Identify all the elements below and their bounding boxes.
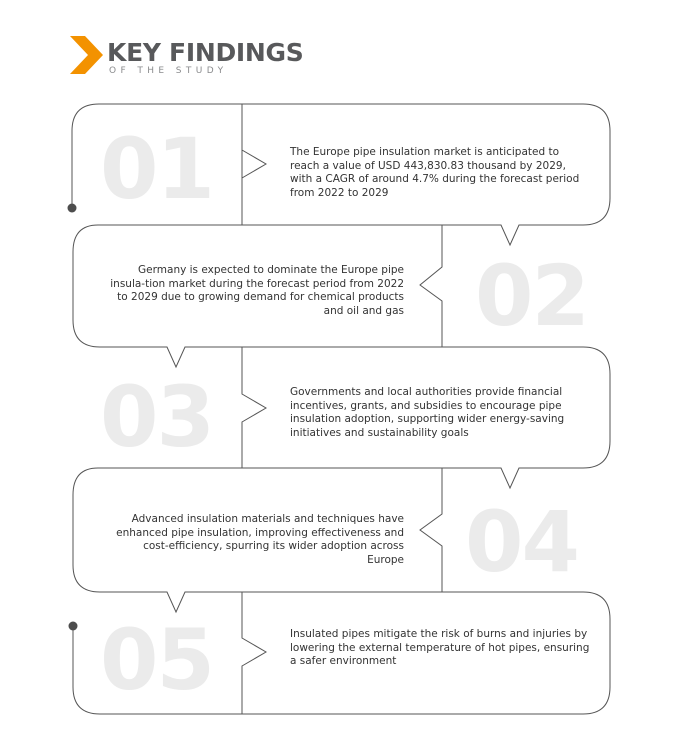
finding-text-04: Advanced insulation materials and techniques have enhanced pipe insulation, improving effectiveness and cost-efficiency, spurring its wider adoption across Europe bbox=[116, 513, 404, 566]
finding-number-05: 05 bbox=[100, 611, 213, 709]
finding-number-03: 03 bbox=[100, 368, 213, 466]
card-outline-02 bbox=[420, 225, 442, 347]
finding-text-01: The Europe pipe insulation market is anticipated to reach a value of USD 443,830.83 thousand by 2029, with a CAGR of around 4.7% during the forecast period from 2022 to 2029 bbox=[290, 146, 580, 199]
finding-number-01: 01 bbox=[100, 120, 213, 218]
end-dot-icon bbox=[69, 622, 78, 631]
page-title: KEY FINDINGS bbox=[107, 38, 304, 67]
divider-01 bbox=[242, 104, 266, 225]
card-outline-03 bbox=[242, 347, 266, 468]
finding-text-02: Germany is expected to dominate the Europe pipe insula-tion market during the forecast period from 2022 to 2029 due to growing demand for chemical products and oil and gas bbox=[110, 264, 404, 317]
finding-text-05: Insulated pipes mitigate the risk of burns and injuries by lowering the external temperature of hot pipes, ensuring a safer environment bbox=[290, 628, 590, 667]
start-dot-icon bbox=[68, 204, 77, 213]
page-subtitle: OF THE STUDY bbox=[109, 66, 228, 76]
finding-text-03: Governments and local authorities provide financial incentives, grants, and subsidies to encourage pipe insulation adoption, supporting wider energy-saving initiatives and sustainability goals bbox=[290, 386, 565, 439]
card-outline-05 bbox=[242, 592, 266, 714]
finding-number-04: 04 bbox=[465, 493, 578, 591]
finding-number-02: 02 bbox=[475, 247, 588, 345]
card-outline-04 bbox=[420, 468, 442, 592]
